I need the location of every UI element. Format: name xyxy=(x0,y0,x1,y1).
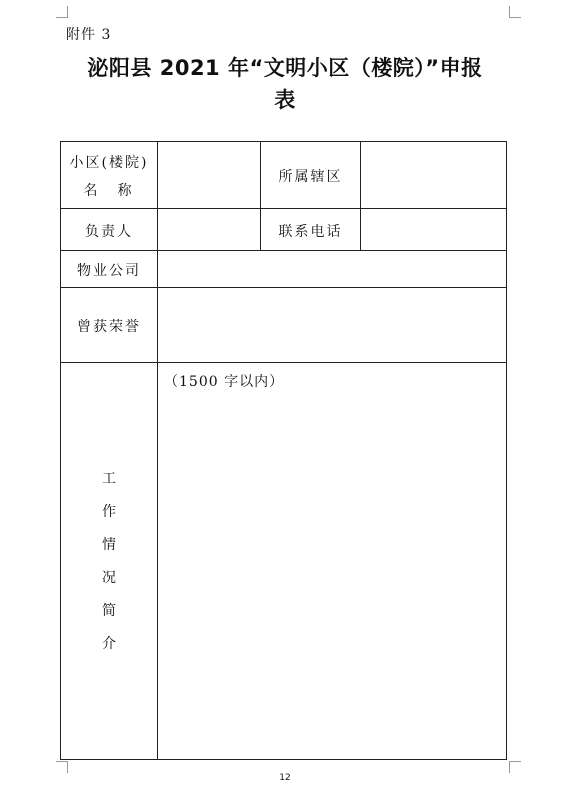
work-summary-label-char: 情 xyxy=(102,537,116,553)
document-title xyxy=(60,52,510,116)
honors-label: 曾获荣誉 xyxy=(77,319,141,335)
crop-mark-bottom-right xyxy=(509,761,521,773)
work-summary-label-char: 简 xyxy=(102,603,116,619)
responsible-person-label: 负责人 xyxy=(85,224,133,240)
work-summary-label xyxy=(61,463,157,661)
document-title-line-2: 表 xyxy=(274,88,296,112)
work-summary-hint: （1500 字以内） xyxy=(164,374,285,390)
work-summary-label-char: 介 xyxy=(102,636,116,652)
attachment-label: 附件 3 xyxy=(66,27,112,43)
crop-mark-top-right xyxy=(509,6,521,18)
district-label: 所属辖区 xyxy=(278,169,343,185)
crop-mark-top-left xyxy=(56,6,68,18)
honors-field[interactable] xyxy=(158,288,506,362)
page-number: 12 xyxy=(279,773,291,783)
work-summary-label-char: 况 xyxy=(102,570,116,586)
contact-phone-field[interactable] xyxy=(361,209,506,250)
community-name-label-line-2: 名 称 xyxy=(83,183,135,199)
responsible-person-field[interactable] xyxy=(158,209,260,250)
work-summary-label-char: 工 xyxy=(102,471,116,487)
application-form-table xyxy=(60,141,507,760)
crop-mark-bottom-left xyxy=(56,761,68,773)
district-field[interactable] xyxy=(361,142,506,208)
property-company-label: 物业公司 xyxy=(77,263,141,279)
work-summary-field[interactable] xyxy=(158,363,506,759)
work-summary-label-char: 作 xyxy=(102,504,116,520)
document-title-line-1: 泌阳县 2021 年“文明小区（楼院）”申报 xyxy=(87,56,483,80)
community-name-field[interactable] xyxy=(158,142,260,208)
community-name-label-line-1: 小区(楼院) xyxy=(69,155,149,171)
contact-phone-label: 联系电话 xyxy=(278,224,343,240)
property-company-field[interactable] xyxy=(158,251,506,287)
